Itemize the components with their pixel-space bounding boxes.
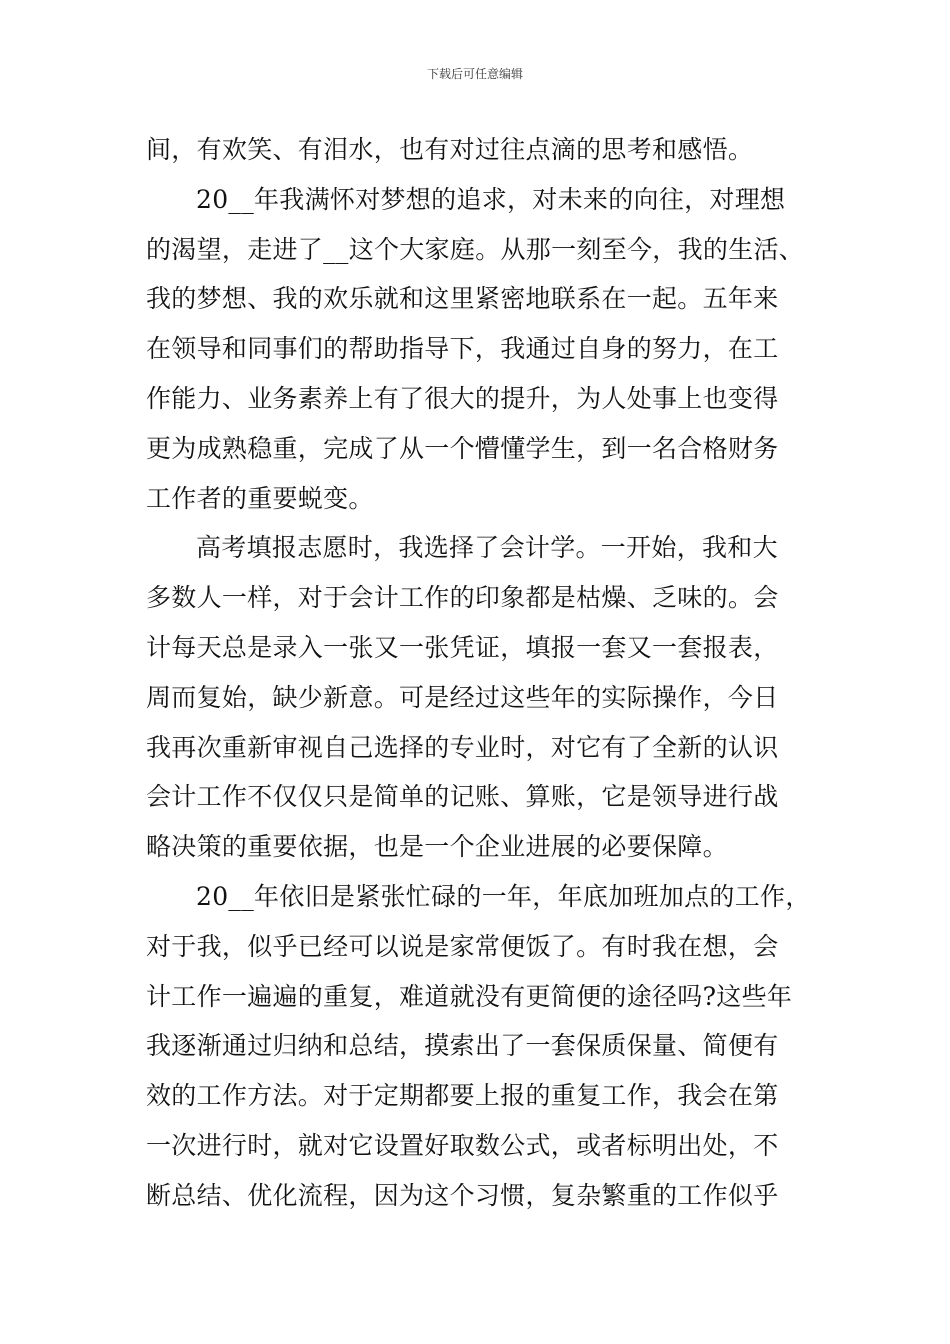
text-line: 多数人一样，对于会计工作的印象都是枯燥、乏味的。会: [146, 583, 779, 613]
text-line: 略决策的重要依据，也是一个企业进展的必要保障。: [146, 832, 728, 862]
text-line: 一次进行时，就对它设置好取数公式，或者标明出处，不: [146, 1130, 779, 1160]
text-line: 我再次重新审视自己选择的专业时，对它有了全新的认识: [146, 732, 779, 762]
text-line: 周而复始，缺少新意。可是经过这些年的实际操作，今日: [146, 682, 779, 712]
page-header: 下载后可任意编辑: [426, 67, 523, 81]
text-line: 计工作一遍遍的重复，难道就没有更简便的途径吗?这些年: [146, 981, 793, 1011]
text-line: 20__年依旧是紧张忙碌的一年，年底加班加点的工作，: [196, 881, 811, 911]
text-line: 我的梦想、我的欢乐就和这里紧密地联系在一起。五年来: [146, 284, 779, 314]
body-text: [146, 125, 836, 1221]
text-line: 我逐渐通过归纳和总结，摸索出了一套保质保量、简便有: [146, 1031, 779, 1061]
text-line: 更为成熟稳重，完成了从一个懵懂学生，到一名合格财务: [146, 433, 779, 463]
text-line: 断总结、优化流程，因为这个习惯，复杂繁重的工作似乎: [146, 1180, 779, 1210]
text-line: 会计工作不仅仅只是简单的记账、算账，它是领导进行战: [146, 782, 779, 812]
text-line: 的渴望，走进了__这个大家庭。从那一刻至今，我的生活、: [146, 234, 805, 264]
text-line: 20__年我满怀对梦想的追求，对未来的向往，对理想: [196, 184, 786, 214]
text-line: 作能力、业务素养上有了很大的提升，为人处事上也变得: [146, 383, 779, 413]
text-line: 高考填报志愿时，我选择了会计学。一开始，我和大: [196, 533, 778, 563]
text-line: 工作者的重要蜕变。: [146, 483, 374, 513]
text-line: 效的工作方法。对于定期都要上报的重复工作，我会在第: [146, 1081, 779, 1111]
text-line: 间，有欢笑、有泪水，也有对过往点滴的思考和感悟。: [146, 135, 754, 164]
text-line: 在领导和同事们的帮助指导下，我通过自身的努力，在工: [146, 334, 779, 364]
text-line: 对于我，似乎已经可以说是家常便饭了。有时我在想，会: [146, 931, 779, 961]
text-line: 计每天总是录入一张又一张凭证，填报一套又一套报表，: [146, 632, 779, 662]
